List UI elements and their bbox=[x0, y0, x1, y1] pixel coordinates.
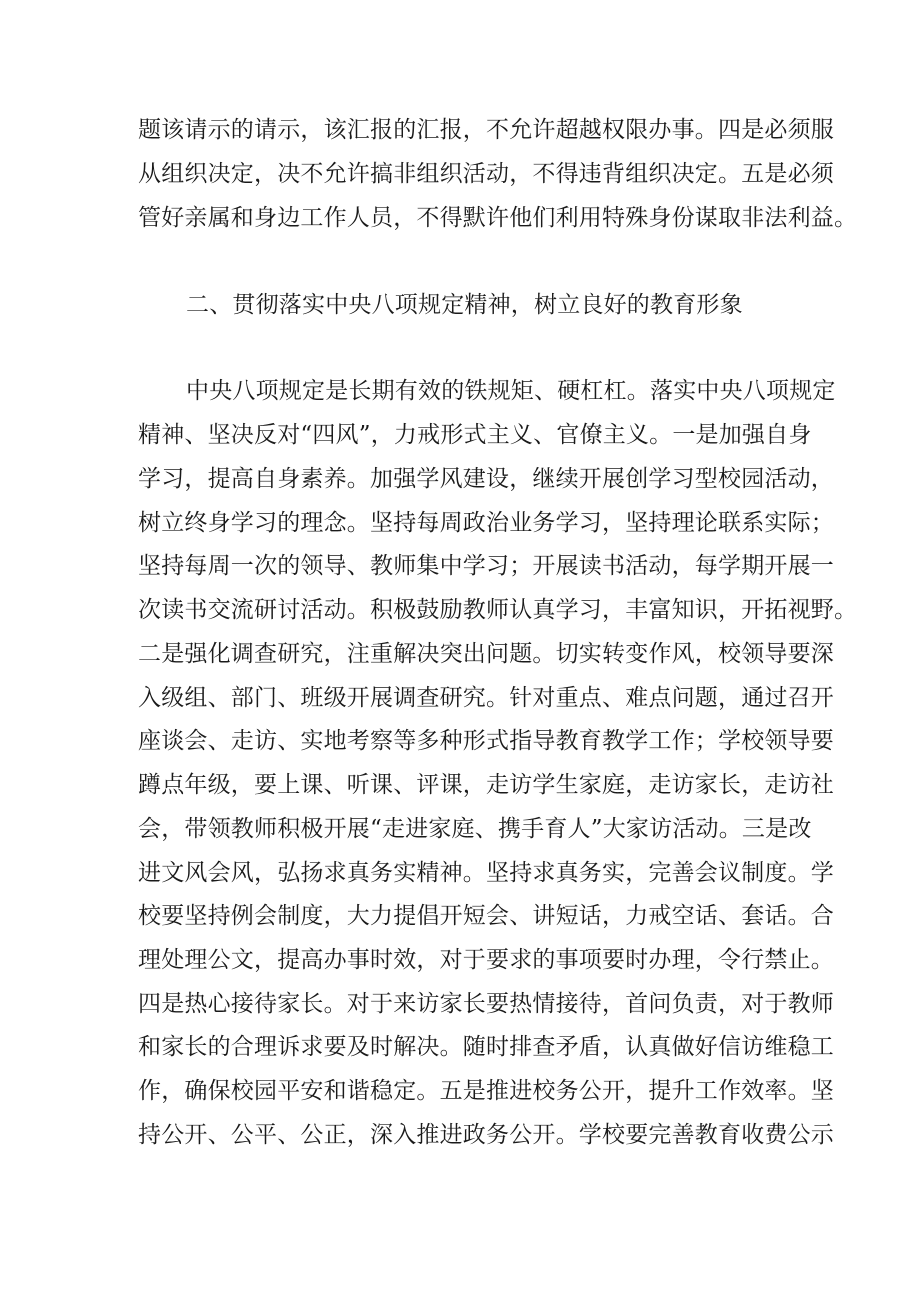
text-line: 蹲点年级，要上课、听课、评课，走访学生家庭，走访家长，走访社 bbox=[138, 772, 834, 798]
text-line: 二是强化调查研究，注重解决突出问题。切实转变作风，校领导要深 bbox=[138, 641, 834, 667]
text-line: 校要坚持例会制度，大力提倡开短会、讲短话，力戒空话、套话。合 bbox=[138, 903, 834, 929]
text-line: 学习，提高自身素养。加强学风建设，继续开展创学习型校园活动， bbox=[138, 466, 834, 492]
text-line: 作，确保校园平安和谐稳定。五是推进校务公开，提升工作效率。坚 bbox=[138, 1078, 834, 1104]
text-line: 入级组、部门、班级开展调查研究。针对重点、难点问题，通过召开 bbox=[138, 685, 834, 711]
text-line: 树立终身学习的理念。坚持每周政治业务学习，坚持理论联系实际； bbox=[138, 510, 834, 536]
text-line: 座谈会、走访、实地考察等多种形式指导教育教学工作；学校领导要 bbox=[138, 728, 834, 754]
text-line: 从组织决定，决不允许搞非组织活动，不得违背组织决定。五是必须 bbox=[138, 161, 834, 187]
text-line: 精神、坚决反对“四风”，力戒形式主义、官僚主义。一是加强自身 bbox=[138, 422, 812, 448]
section-heading: 二、贯彻落实中央八项规定精神，树立良好的教育形象 bbox=[186, 292, 743, 318]
text-line: 进文风会风，弘扬求真务实精神。坚持求真务实，完善会议制度。学 bbox=[138, 860, 834, 886]
text-line: 四是热心接待家长。对于来访家长要热情接待，首问负责，对于教师 bbox=[138, 991, 834, 1017]
text-line: 坚持每周一次的领导、教师集中学习；开展读书活动，每学期开展一 bbox=[138, 553, 834, 579]
text-line: 中央八项规定是长期有效的铁规矩、硬杠杠。落实中央八项规定 bbox=[186, 378, 836, 404]
text-line: 题该请示的请示，该汇报的汇报，不允许超越权限办事。四是必须服 bbox=[138, 117, 834, 143]
text-line: 会，带领教师积极开展“走进家庭、携手育人”大家访活动。三是改 bbox=[138, 816, 812, 842]
text-line: 理处理公文，提高办事时效，对于要求的事项要时办理，令行禁止。 bbox=[138, 947, 834, 973]
text-line: 和家长的合理诉求要及时解决。随时排查矛盾，认真做好信访维稳工 bbox=[138, 1034, 834, 1060]
text-line: 持公开、公平、公正，深入推进政务公开。学校要完善教育收费公示 bbox=[138, 1122, 834, 1148]
text-line: 管好亲属和身边工作人员，不得默许他们利用特殊身份谋取非法利益。 bbox=[138, 205, 858, 231]
text-line: 次读书交流研讨活动。积极鼓励教师认真学习，丰富知识，开拓视野。 bbox=[138, 597, 858, 623]
